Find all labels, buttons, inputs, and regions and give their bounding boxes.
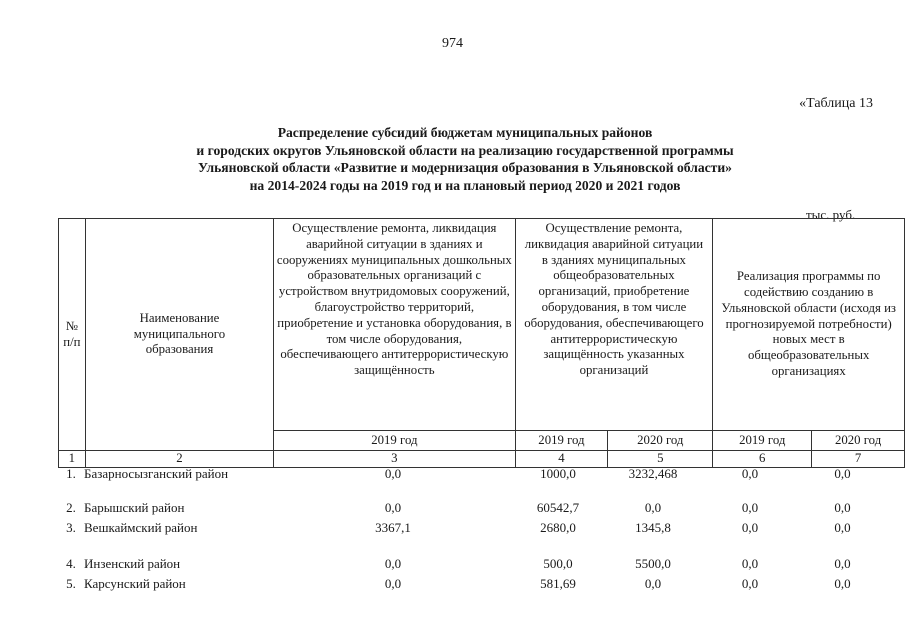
title-line: на 2014-2024 годы на 2019 год и на плановый период 2020 и 2021 годов	[249, 177, 681, 193]
cell-value: 0,0	[741, 520, 759, 535]
col-number: 2	[85, 451, 273, 468]
table-row	[58, 576, 888, 596]
table-title	[80, 124, 850, 194]
units-label: тыс. руб.	[806, 207, 856, 222]
cell-value: 0,0	[384, 500, 402, 515]
cell-value: 0,0	[644, 500, 662, 515]
header-col-a: Осуществление ремонта, ликвидация аварийной ситуации в зданиях и сооружениях муниципальных дошкольных образовательных организаций с устройством внутридомовых сооружений, благоустройство территорий, приобретение и установка оборудования, в том числе оборудования, обеспечивающего антитеррористическую защищённость	[274, 219, 515, 431]
year-header: 2020 год	[608, 431, 713, 451]
table-header	[58, 218, 905, 468]
cell-value: 0,0	[384, 556, 402, 571]
col-number: 4	[515, 451, 608, 468]
page-number: 974	[442, 36, 463, 51]
row-name: Базарносызганский район	[84, 466, 229, 481]
cell-value: 2680,0	[540, 520, 576, 535]
title-line: Распределение субсидий бюджетам муниципальных районов	[277, 125, 653, 140]
col-number: 5	[608, 451, 713, 468]
title-line: и городских округов Ульяновской области на реализацию государственной программы	[196, 142, 734, 158]
cell-value: 500,0	[543, 556, 573, 571]
year-header: 2019 год	[274, 431, 515, 451]
row-number: 1.	[66, 466, 76, 481]
header-col-c: Реализация программы по содействию созданию в Ульяновской области (исходя из прогнозируемой потребности) новых мест в общеобразовательных организациях	[713, 219, 905, 431]
cell-value: 3232,468	[628, 466, 678, 481]
cell-value: 3367,1	[375, 520, 411, 535]
cell-value: 0,0	[834, 520, 851, 535]
header-num: № п/п	[59, 219, 86, 451]
cell-value: 5500,0	[635, 556, 671, 571]
col-number: 3	[274, 451, 515, 468]
cell-value: 0,0	[741, 500, 759, 515]
table-row	[58, 466, 888, 500]
table-label: «Таблица 13	[799, 96, 873, 111]
year-header: 2019 год	[515, 431, 608, 451]
row-name: Вешкаймский район	[84, 520, 198, 535]
cell-value: 0,0	[644, 576, 662, 591]
title-line: Ульяновской области «Развитие и модернизация образования в Ульяновской области»	[198, 160, 732, 175]
row-number: 2.	[66, 500, 76, 515]
row-number: 3.	[66, 520, 76, 535]
header-name: Наименование муниципального образования	[85, 219, 273, 451]
year-header: 2020 год	[812, 431, 905, 451]
cell-value: 0,0	[834, 466, 851, 481]
row-name: Карсунский район	[84, 576, 186, 591]
cell-value: 0,0	[834, 500, 851, 515]
col-number: 7	[812, 451, 905, 468]
col-number: 6	[713, 451, 812, 468]
row-number: 5.	[66, 576, 76, 591]
col-number: 1	[59, 451, 86, 468]
cell-value: 581,69	[540, 576, 576, 591]
cell-value: 0,0	[741, 556, 759, 571]
row-name: Инзенский район	[84, 556, 181, 571]
row-name: Барышский район	[84, 500, 185, 515]
cell-value: 1000,0	[540, 466, 576, 481]
data-table	[58, 466, 888, 596]
table-row	[58, 520, 888, 556]
cell-value: 0,0	[834, 556, 851, 571]
cell-value: 0,0	[741, 466, 759, 481]
cell-value: 0,0	[384, 576, 402, 591]
table-row	[58, 500, 888, 520]
cell-value: 0,0	[384, 466, 402, 481]
cell-value: 60542,7	[536, 500, 580, 515]
table-row	[58, 556, 888, 576]
cell-value: 0,0	[834, 576, 851, 591]
cell-value: 1345,8	[635, 520, 671, 535]
row-number: 4.	[66, 556, 76, 571]
cell-value: 0,0	[741, 576, 759, 591]
year-header: 2019 год	[713, 431, 812, 451]
header-col-b: Осуществление ремонта, ликвидация аварийной ситуации в зданиях муниципальных общеобразовательных организаций, приобретение оборудования, в том числе оборудования, обеспечивающего антитеррористическую защищённость указанных организаций	[515, 219, 713, 431]
